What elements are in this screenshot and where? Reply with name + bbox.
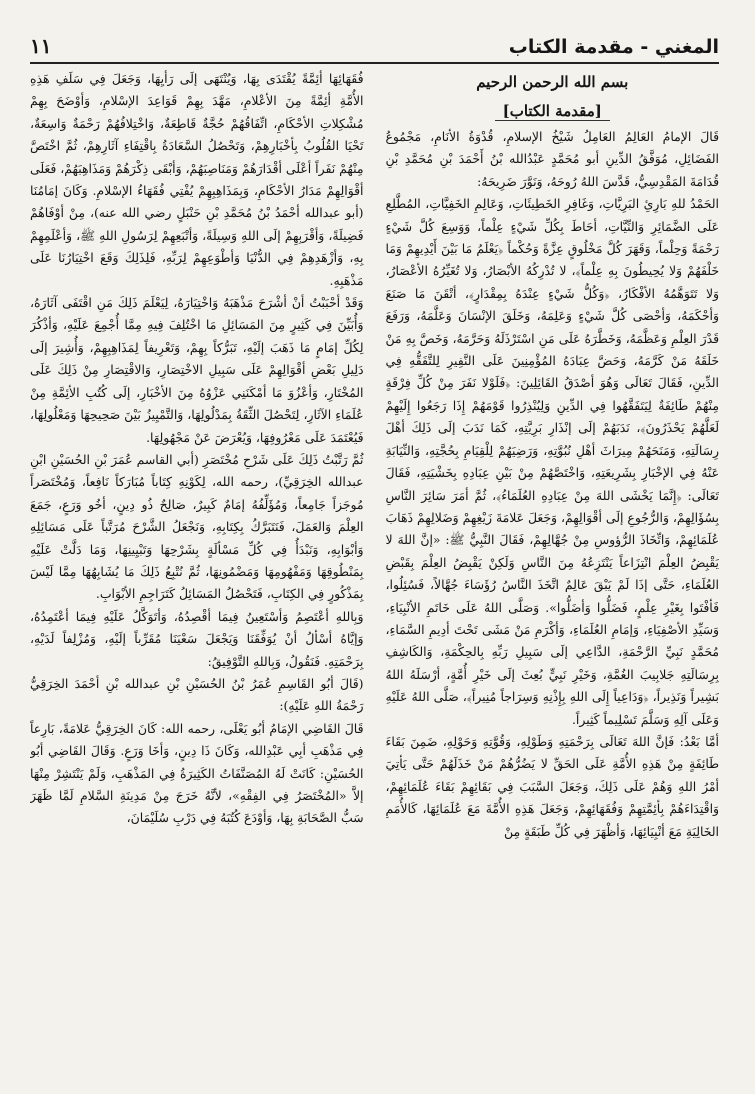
paragraph: ثُمَّ رَتَّبْتُ ذَلِكَ عَلَى شَرْحِ مُخْتَصَرِ (أبي القاسم عُمَرَ بْنِ الحُسَيْنِ ابْنِ عبدالله الخِرَقِيِّ)، رحمه الله، لِكَوْنِهِ كِتَاباً مُبَارَكاً نَافِعاً، وَمُخْتَصَراً مُوجَزاً جَامِعاً، وَمُؤَلِّفُهُ إمَامٌ كَبِيرٌ، صَالِحٌ ذُو دِينٍ، أخُو وَرَعٍ، جَمَعَ العِلْمَ وَالعَمَلَ، فَنَتَبَرَّكُ بِكِتَابِهِ، وَنَجْعَلُ الشَّرْحَ مُرَتَّباً عَلَى مَسَائِلِهِ وَأبْوَابِهِ، وَنَبْدَأُ فِي كُلِّ مَسْألَةٍ بِشَرْحِهَا وَتَبْيِينِهَا، وَمَا دَلَّتْ عَلَيْهِ بِمَنْطُوقِهَا وَمَفْهُومِهَا وَمَضْمُونِهَا، ثُمَّ نُتْبِعُ ذَلِكَ مَا يُشَابِهُهَا مِمَّا لَيْسَ بِمَذْكُورٍ فِي الكِتَابِ، فَتَحْصُلُ المَسَائِلُ كَتَرَاجِمِ الأبْوَابِ.	[30, 451, 364, 602]
page-number: ١١	[30, 34, 52, 58]
paragraph: أمَّا بَعْدُ: فَإنَّ اللهَ تَعَالَى بِرَحْمَتِهِ وَطَوْلِهِ، وَقُوَّتِهِ وَحَوْلِهِ، ضَمِنَ بَقَاءَ طَائِفَةٍ مِنْ هَذِهِ الأُمَّةِ عَلَى الحَقِّ لا يَضُرُّهُمْ مَنْ خَذَلَهُمْ حَتَّى يَأتِيَ أمْرُ اللهِ وَهُمْ عَلَى ذَلِكَ، وَجَعَلَ السَّبَبَ فِي بَقَائِهِمْ بَقَاءَ عُلَمَائِهِمْ، وَاقْتِدَاءَهُمْ بِأئِمَّتِهِمْ وَفُقَهَائِهِمْ، وَجَعَلَ هَذِهِ الأُمَّةَ مَعَ عُلَمَائِهَا، كَالأُمَمِ الخَالِيَةِ مَعَ أنْبِيَائِهَا، وَأظْهَرَ فِي كُلِّ طَبَقَةٍ مِنْ	[385, 733, 719, 839]
right-column	[386, 68, 720, 1078]
paragraph: (قَالَ أبُو القَاسِمِ عُمَرُ بْنُ الحُسَيْنِ بْنِ عبدالله بْنِ أحْمَدَ الخِرَقِيُّ رَحْمَةُ اللهِ عَلَيْهِ):	[30, 675, 364, 714]
paragraph: فُقَهَائِهَا أئِمَّةً يُقْتَدَى بِهَا، وَيُنْتَهَى إلَى رَأيِهَا، وَجَعَلَ فِي سَلَفِ هَذِهِ الأُمَّةِ أئِمَّةً مِنَ الأعْلامِ، مَهَّدَ بِهِمْ قَوَاعِدَ الإسْلامِ، وَأوْضَحَ بِهِمْ مُشْكِلاتِ الأحْكَامِ، اتِّفَاقُهُمْ حُجَّةٌ قَاطِعَةٌ، وَاخْتِلافُهُمْ رَحْمَةٌ وَاسِعَةٌ، تَحْيَا القُلُوبُ بِأخْبَارِهِمْ، وَتَحْصُلُ السَّعَادَةُ بِاقْتِفَاءِ آثَارِهِمْ، ثُمَّ اخْتَصَّ مِنْهُمْ نَفَراً أعْلَى أقْدَارَهُمْ وَمَنَاصِبَهُمْ، وَأبْقَى ذِكْرَهُمْ وَمَذَاهِبَهُمْ، فَعَلَى أقْوَالِهِمْ مَدَارُ الأحْكَامِ، وَبِمَذَاهِبِهِمْ يُفْتِي فُقَهَاءُ الإسْلامِ. وَكَانَ إمَامُنَا (أبو عبدالله أحْمَدُ بْنُ مُحَمَّدِ بْنِ حَنْبَلٍ رضي الله عنه)، مِنْ أوْفَاهُمْ فَضِيلَةً، وَأقْرَبِهِمْ إلَى اللهِ وَسِيلَةً، وَأتْبَعِهِمْ لِرَسُولِ اللهِ ﷺ، وَأعْلَمِهِمْ بِهِ، وَأزْهَدِهِمْ فِي الدُّنْيَا وَأطْوَعِهِمْ لِرَبِّهِ، فَلِذَلِكَ وَقَعَ اخْتِيَارُنَا عَلَى مَذْهَبِهِ.	[30, 71, 364, 288]
text-columns	[30, 68, 719, 1078]
paragraph: الحَمْدُ للهِ بَارِئِ البَرِيَّاتِ، وَغَافِرِ الخَطِيئَاتِ، وَعَالِمِ الخَفِيَّاتِ، المُطَّلِعِ عَلَى الضَّمَائِرِ وَالنِّيَّاتِ، أحَاطَ بِكُلِّ شَيْءٍ عِلْماً، وَوَسِعَ كُلَّ شَيْءٍ رَحْمَةً وَحِلْماً، وَقَهَرَ كُلَّ مَخْلُوقٍ عِزَّةً وَحُكْماً ﴿يَعْلَمُ مَا بَيْنَ أَيْدِيهِمْ وَمَا خَلْفَهُمْ وَلا يُحِيطُونَ بِهِ عِلْماً﴾، لا تُدْرِكُهُ الأبْصَارُ، وَلا تُغَيِّرُهُ الأعْصَارُ، وَلا تَتَوَهَّمُهُ الأفْكَارُ، ﴿وَكُلُّ شَيْءٍ عِنْدَهُ بِمِقْدَارٍ﴾، أتْقَنَ مَا صَنَعَ وَأحْكَمَهُ، وَأحْصَى كُلَّ شَيْءٍ وَعَلِمَهُ، وَخَلَقَ الإنْسَانَ وَعَلَّمَهُ، وَرَفَعَ قَدْرَ العِلْمِ وَعَظَّمَهُ، وَخَطَّرَهُ عَلَى مَنِ اسْتَرْذَلَهُ وَحَرَّمَهُ، وَخَصَّ بِهِ مَنْ خَلَقَهُ مَنْ كَرَّمَهُ، وَحَضَّ عِبَادَهُ المُؤْمِنِينَ عَلَى النَّفِيرِ لِلتَّفَقُّهِ فِي الدِّينِ، فَقَالَ تَعَالَى وَهُوَ أصْدَقُ القَائِلِينَ: ﴿فَلَوْلا نَفَرَ مِنْ كُلِّ فِرْقَةٍ مِنْهُمْ طَائِفَةٌ لِيَتَفَقَّهُوا فِي الدِّينِ وَلِيُنْذِرُوا قَوْمَهُمْ إِذَا رَجَعُوا إِلَيْهِمْ لَعَلَّهُمْ يَحْذَرُونَ﴾، نَدَبَهُمْ إلَى إنْذَارِ بَرِيَّتِهِ، كَمَا نَدَبَ إلَى ذَلِكَ أهْلَ رِسَالَتِهِ، وَمَنَحَهُمْ مِيرَاثَ أهْلِ نُبُوَّتِهِ، وَرَضِيَهُمْ لِلْقِيَامِ بِحُجَّتِهِ، وَالنِّيَابَةِ عَنْهُ فِي الإخْبَارِ بِشَرِيعَتِهِ، وَاخْتَصَّهُمْ مِنْ بَيْنِ عِبَادِهِ بِخَشْيَتِهِ، فَقَالَ تَعَالَى: ﴿إِنَّمَا يَخْشَى اللهَ مِنْ عِبَادِهِ العُلَمَاءُ﴾، ثُمَّ أمَرَ سَائِرَ النَّاسِ بِسُؤَالِهِمْ، وَالرُّجُوعِ إلَى أقْوَالِهِمْ، وَجَعَلَ عَلامَةَ زَيْغِهِمْ وَضَلالِهِمْ ذَهَابَ عُلَمَائِهِمْ، وَاتِّخَاذَ الرُّؤوسِ مِنْ جُهَّالِهِمْ، فَقَالَ النَّبِيُّ ﷺ: «إنَّ اللهَ لا يَقْبِضُ العِلْمَ انْتِزَاعاً يَنْتَزِعُهُ مِنَ النَّاسِ وَلَكِنْ يَقْبِضُ العِلْمَ بِقَبْضِ العُلَمَاءِ، حَتَّى إذَا لَمْ يَبْقَ عَالِمٌ اتَّخَذَ النَّاسُ رُؤَسَاءَ جُهَّالاً، فَسُئِلُوا، فَأفْتَوا بِغَيْرِ عِلْمٍ، فَضَلُّوا وَأضَلُّوا». وَصَلَّى اللهُ عَلَى خَاتَمِ الأنْبِيَاءِ، وَسَيِّدِ الأصْفِيَاءِ، وَإمَامِ العُلَمَاءِ، وَأكْرَمِ مَنْ مَشَى تَحْتَ أدِيمِ السَّمَاءِ، مُحَمَّدٍ نَبِيِّ الرَّحْمَةِ، الدَّاعِي إلَى سَبِيلِ رَبِّهِ بِالحِكْمَةِ، وَالكَاشِفِ بِرِسَالَتِهِ جَلابِيبَ الغُمَّةِ، وَخَيْرِ نَبِيٍّ بُعِثَ إلَى خَيْرِ أُمَّةٍ، أرْسَلَهُ اللهُ بَشِيراً وَنَذِيراً، ﴿وَدَاعِياً إِلَى اللهِ بِإِذْنِهِ وَسِرَاجاً مُنِيراً﴾، صَلَّى اللهُ عَلَيْهِ وَعَلَى آلِهِ وَسَلَّمَ تَسْلِيماً كَثِيراً.	[385, 196, 719, 727]
paragraph: وَقَدْ أحْبَبْتُ أنْ أشْرَحَ مَذْهَبَهُ وَاخْتِيَارَهُ، لِيَعْلَمَ ذَلِكَ مَنِ اقْتَفَى آثَارَهُ، وَأُبَيِّنَ فِي كَثِيرٍ مِنَ المَسَائِلِ مَا اخْتُلِفَ فِيهِ مِمَّا أُجْمِعَ عَلَيْهِ، وَأذْكُرَ لِكُلِّ إمَامٍ مَا ذَهَبَ إلَيْهِ، تَبَرُّكاً بِهِمْ، وَتَعْرِيفاً لِمَذَاهِبِهِمْ، وَأُشِيرَ إلَى دَلِيلِ بَعْضِ أقْوَالِهِمْ عَلَى سَبِيلِ الاخْتِصَارِ، وَالاقْتِصَارِ مِنْ ذَلِكَ عَلَى المُخْتَارِ، وَأعْزُوَ مَا أمْكَنَنِي عَزْوُهُ مِنَ الأخْبَارِ، إلَى كُتُبِ الأئِمَّةِ مِنْ عُلَمَاءِ الآثَارِ، لِتَحْصُلَ الثِّقَةُ بِمَدْلُولِهَا، وَالتَّمْيِيزُ بَيْنَ صَحِيحِهَا وَمَعْلُولِهَا، فَيُعْتَمَدَ عَلَى مَعْرُوفِهَا، وَيُعْرَضَ عَنْ مَجْهُولِهَا.	[30, 295, 364, 445]
paragraph: قَالَ الإمامُ العَالِمُ العَامِلُ شَيْخُ الإسلامِ، قُدْوَةُ الأنَامِ، مَجْمُوعُ الفَضَائِلِ، مُوَفَّقُ الدِّينِ أبو مُحَمَّدٍ عَبْدُالله بْنُ أَحْمَدَ بْنِ مُحَمَّدِ بْنِ قُدَامَةَ المَقْدِسِيُّ، قَدَّسَ اللهُ رُوحَهُ، وَنَوَّرَ ضَرِيحَهُ:	[385, 129, 719, 189]
left-column	[30, 68, 364, 1078]
paragraph: وَبِاللهِ أعْتَصِمُ وَأسْتَعِينُ فِيمَا أقْصِدُهُ، وَأتَوَكَّلُ عَلَيْهِ فِيمَا أعْتَمِدُهُ، وَإيَّاهُ أسْألُ أنْ يُوَفِّقَنَا وَيَجْعَلَ سَعْيَنَا مُقَرِّباً إلَيْهِ، وَمُزْلِفاً لَدَيْهِ، بِرَحْمَتِهِ. فَنَقُولُ، وَبِاللهِ التَّوْفِيقُ:	[30, 608, 364, 669]
paragraph: قَالَ القَاضِي الإمَامُ أبُو يَعْلَى، رحمه الله: كَانَ الخِرَقِيُّ عَلامَةً، بَارِعاً فِي مَذْهَبِ أبِي عَبْدِالله، وَكَانَ ذَا دِينٍ، وَأخَا وَرَعٍ. وَقَالَ القَاضِي أبُو الحُسَيْنِ: كَانَتْ لَهُ المُصَنَّفَاتُ الكَثِيرَةُ فِي المَذْهَبِ، وَلَمْ يَنْتَشِرْ مِنْهَا إلاَّ «المُخْتَصَرُ فِي الفِقْهِ»، لأنَّهُ خَرَجَ مِنْ مَدِينَةِ السَّلامِ لَمَّا ظَهَرَ سَبُّ الصَّحَابَةِ بِهَا، وَأوْدَعَ كُتُبَهُ فِي دَرْبِ سُلَيْمَانَ،	[30, 720, 364, 826]
basmala: بسم الله الرحمن الرحيم	[476, 73, 629, 91]
running-title: المغني - مقدمة الكتاب	[508, 36, 719, 58]
running-header	[30, 30, 719, 64]
section-title	[386, 96, 720, 126]
section-title-text: [مقدمة الكتاب]	[495, 102, 610, 121]
